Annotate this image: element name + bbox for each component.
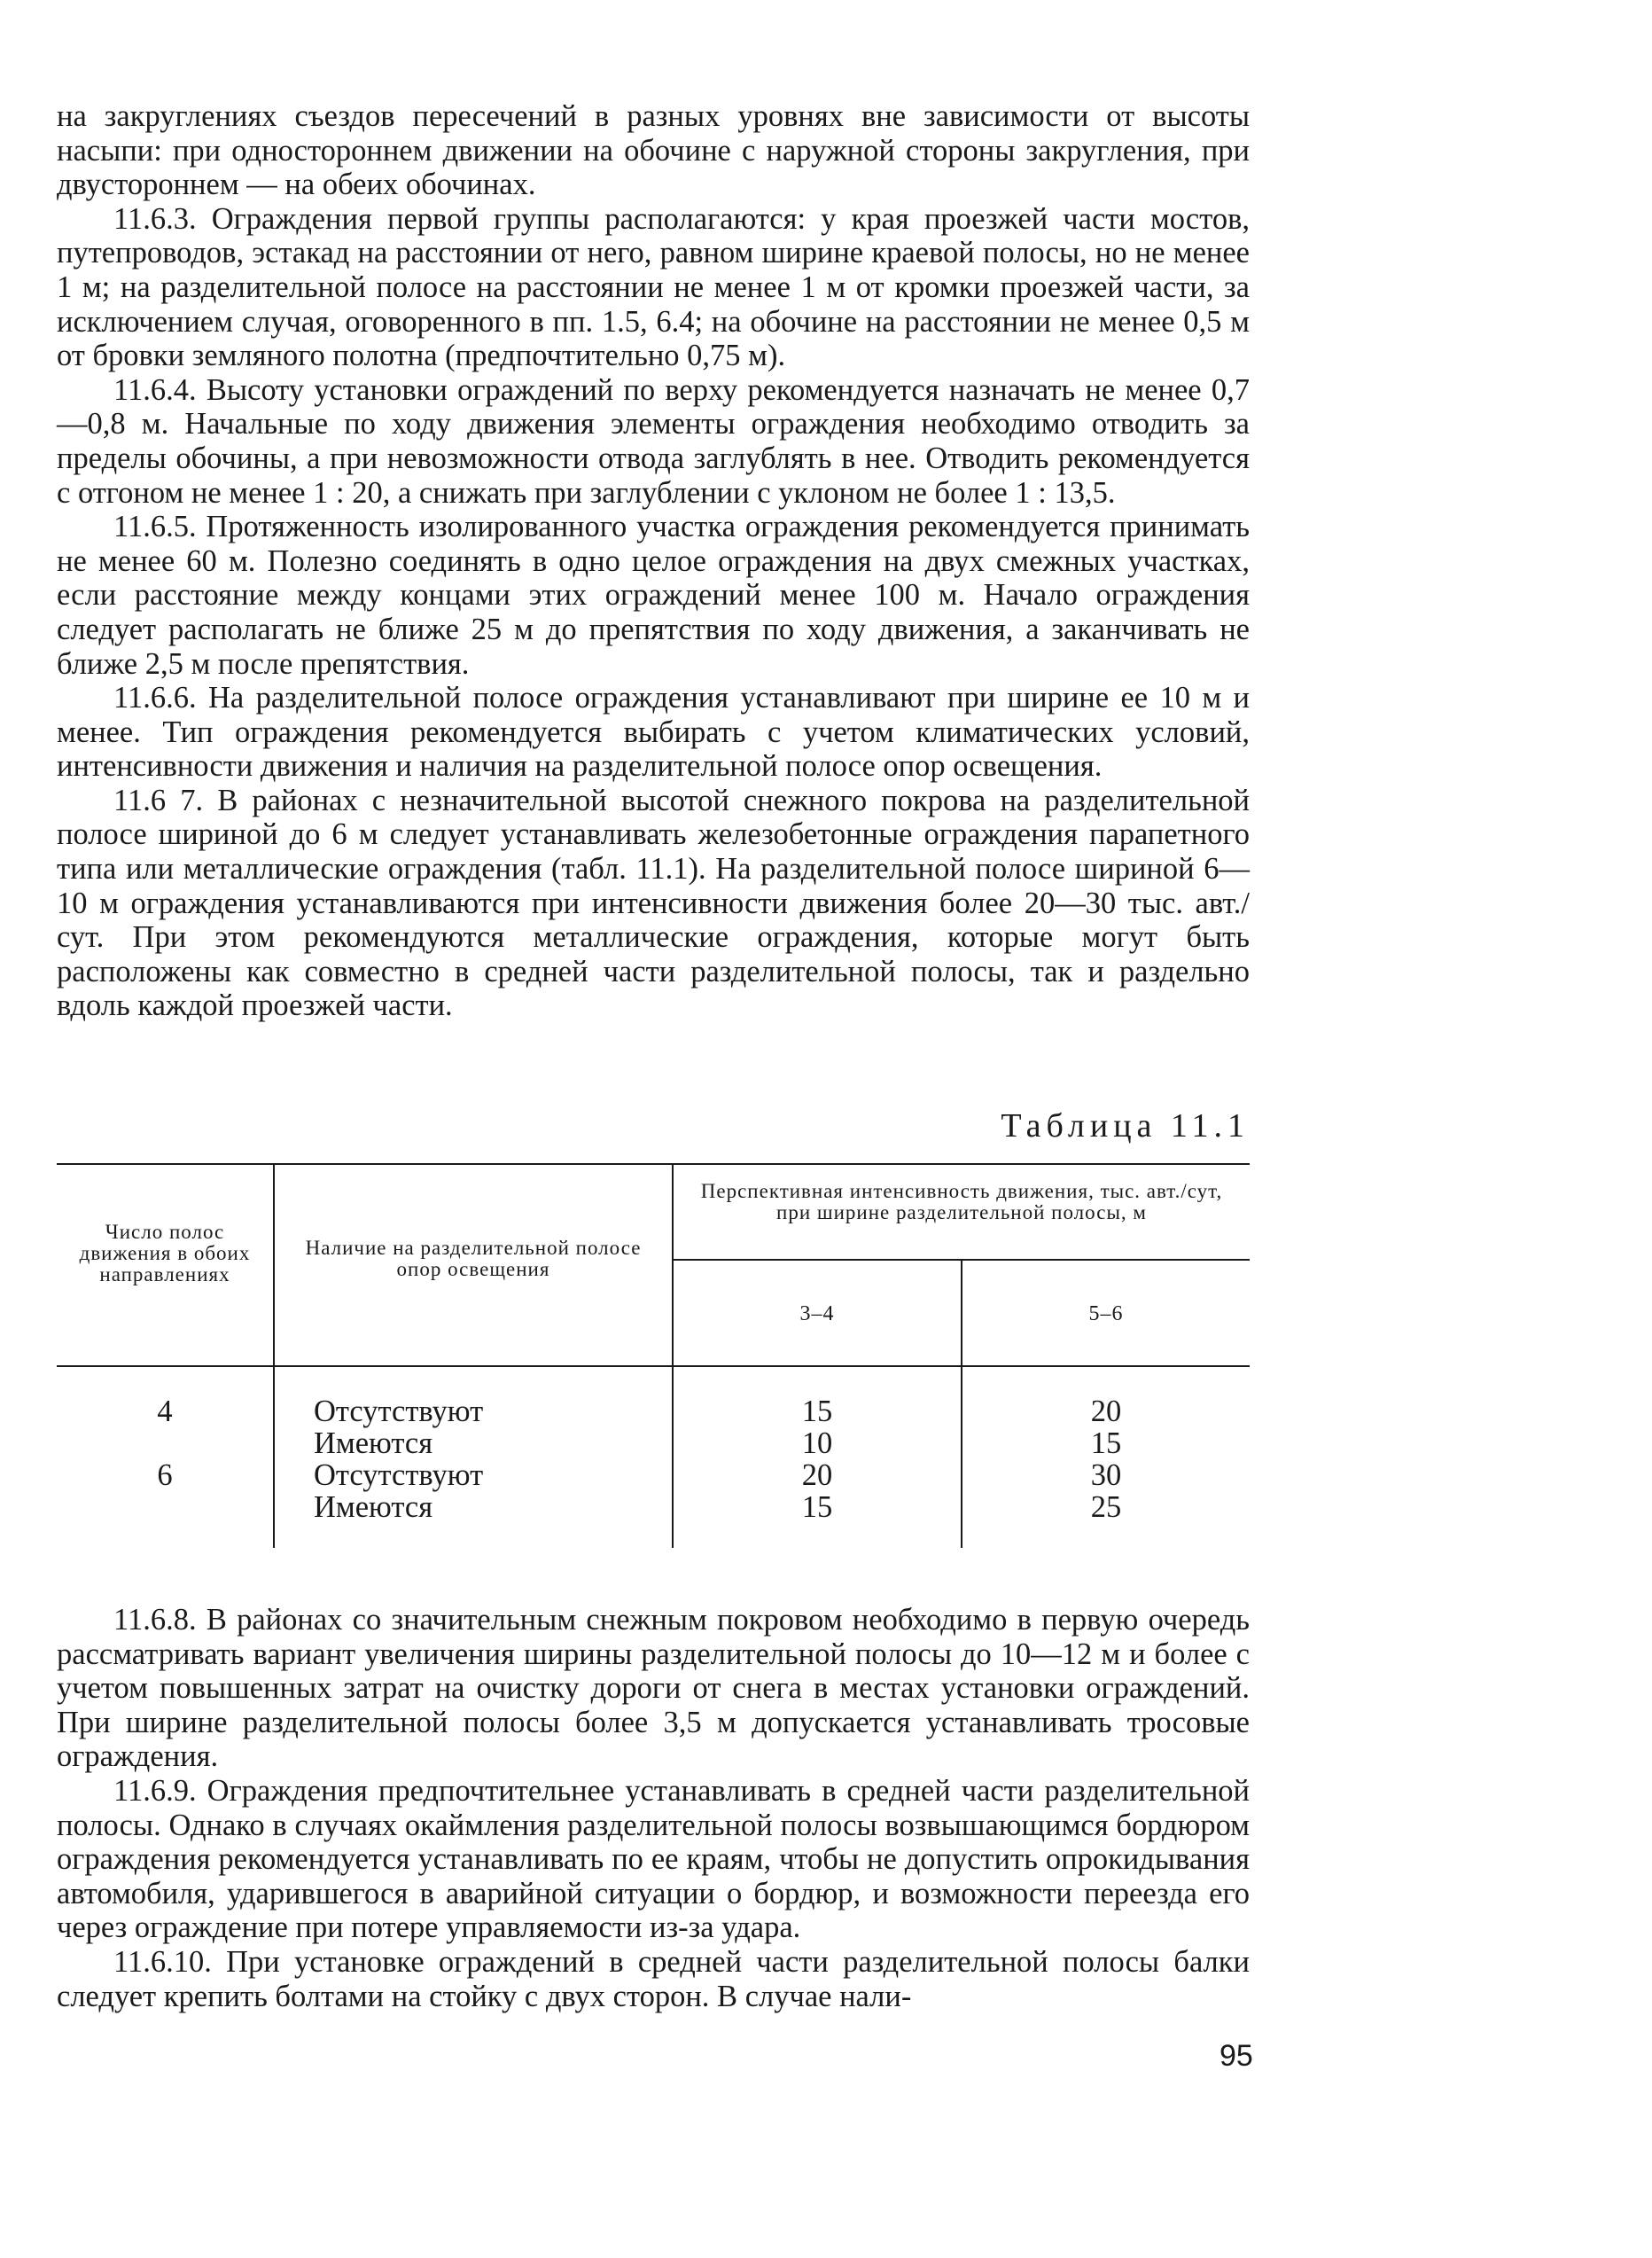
table-header-rule — [57, 1365, 1250, 1367]
paragraph-11-6-5: 11.6.5. Протяженность изолированного участка ограждения рекомендуется принимать не менее 60 м. Полезно соединять в одно целое ограждения на двух смежных участках, если расстояние между концами этих ограждений менее 100 м. Начало ограждения следует располагать не ближе 25 м до препятствия по ходу движения, а заканчивать не ближе 2,5 м после препятствия. — [57, 510, 1250, 681]
paragraph-11-6-4: 11.6.4. Высоту установки ограждений по верху рекомендуется назначать не менее 0,7—0,8 м. Начальные по ходу движения элементы ограждения необходимо отводить за пределы обочины, а при невозможности отвода заглублять в нее. Отводить рекомендуется с отгоном не менее 1 : 20, а снижать при заглублении с уклоном не более 1 : 13,5. — [57, 372, 1250, 510]
paragraph-11-6-10: 11.6.10. При установке ограждений в средней части разделительной полосы балки следует крепить болтами на стойку с двух сторон. В случае нали- — [57, 1944, 1250, 2013]
table-top-rule — [57, 1163, 1250, 1165]
text-block-bottom — [57, 1603, 1250, 2013]
table-cell-value: 10 — [801, 1426, 833, 1460]
table-cell-value: 20 — [1090, 1395, 1122, 1428]
table-cell-value: 15 — [801, 1395, 833, 1428]
table-cell-value: 25 — [1090, 1490, 1122, 1524]
table-caption: Таблица 11.1 — [1001, 1107, 1250, 1145]
paragraph-11-6-3: 11.6.3. Ограждения первой группы располагаются: у края проезжей части мостов, путепроводов, эстакад на расстоянии от него, равном ширине краевой полосы, но не менее 1 м; на разделительной полосе на расстоянии не менее 1 м от кромки проезжей части, за исключением случая, оговоренного в пп. 1.5, 6.4; на обочине на расстоянии не менее 0,5 м от бровки земляного полотна (предпочтительно 0,75 м). — [57, 201, 1250, 373]
page-number: 95 — [1220, 2039, 1253, 2073]
header-intensity-group: Перспективная интенсивность движения, тыс. авт./сут, при ширине разделительной полосы, м — [700, 1180, 1223, 1223]
header-lanes: Число полос движения в обоих направлениях — [79, 1221, 251, 1285]
paragraph-continuation: на закруглениях съездов пересечений в разных уровнях вне зависимости от высоты насыпи: при одностороннем движении на обочине с наружной стороны закругления, при двустороннем — на обеих обочинах. — [57, 99, 1250, 202]
paragraph-11-6-8: 11.6.8. В районах со значительным снежным покровом необходимо в первую очередь рассматривать вариант увеличения ширины разделительной полосы до 10—12 м и более с учетом повышенных затрат на очистку дороги от снега в местах установки ограждений. При ширине разделительной полосы более 3,5 м допускается устанавливать тросовые ограждения. — [57, 1603, 1250, 1774]
text-block-top — [57, 99, 1250, 1023]
table-cell-value: 15 — [801, 1490, 833, 1524]
header-width-5-6: 5–6 — [1088, 1302, 1124, 1325]
table-cell-value: 30 — [1090, 1458, 1122, 1492]
paragraph-11-6-9: 11.6.9. Ограждения предпочтительнее устанавливать в средней части разделительной полосы. Однако в случаях окаймления разделительной полосы возвышающимся бордюром ограждения рекомендуется устанавливать по ее краям, чтобы не допустить опрокидывания автомобиля, ударившегося в аварийной ситуации о бордюр, и возможности переезда его через ограждение при потере управляемости из-за удара. — [57, 1773, 1250, 1945]
table-cell-lighting: Отсутствуют — [314, 1395, 484, 1428]
table-cell-lighting: Имеются — [314, 1426, 433, 1460]
table-cell-lanes: 6 — [157, 1458, 173, 1492]
table-col-divider-1 — [273, 1163, 275, 1548]
table-cell-lighting: Отсутствуют — [314, 1458, 484, 1492]
paragraph-11-6-7: 11.6 7. В районах с незначительной высотой снежного покрова на разделительной полосе шириной до 6 м следует устанавливать железобетонные ограждения парапетного типа или металлические ограждения (табл. 11.1). На разделительной полосе шириной 6—10 м ограждения устанавливаются при интенсивности движения более 20—30 тыс. авт./сут. При этом рекомендуются металлические ограждения, которые могут быть расположены как совместно в средней части разделительной полосы, так и раздельно вдоль каждой проезжей части. — [57, 783, 1250, 1023]
header-width-3-4: 3–4 — [799, 1302, 835, 1325]
table-cell-lanes: 4 — [157, 1395, 173, 1428]
table-cell-lighting: Имеются — [314, 1490, 433, 1524]
header-lighting: Наличие на разделительной полосе опор освещения — [305, 1237, 642, 1280]
table-cell-value: 15 — [1090, 1426, 1122, 1460]
paragraph-11-6-6: 11.6.6. На разделительной полосе ограждения устанавливают при ширине ее 10 м и менее. Тип ограждения рекомендуется выбирать с учетом климатических условий, интенсивности движения и наличия на разделительной полосе опор освещения. — [57, 681, 1250, 784]
table-cell-value: 20 — [801, 1458, 833, 1492]
table-11-1 — [57, 1163, 1250, 1548]
